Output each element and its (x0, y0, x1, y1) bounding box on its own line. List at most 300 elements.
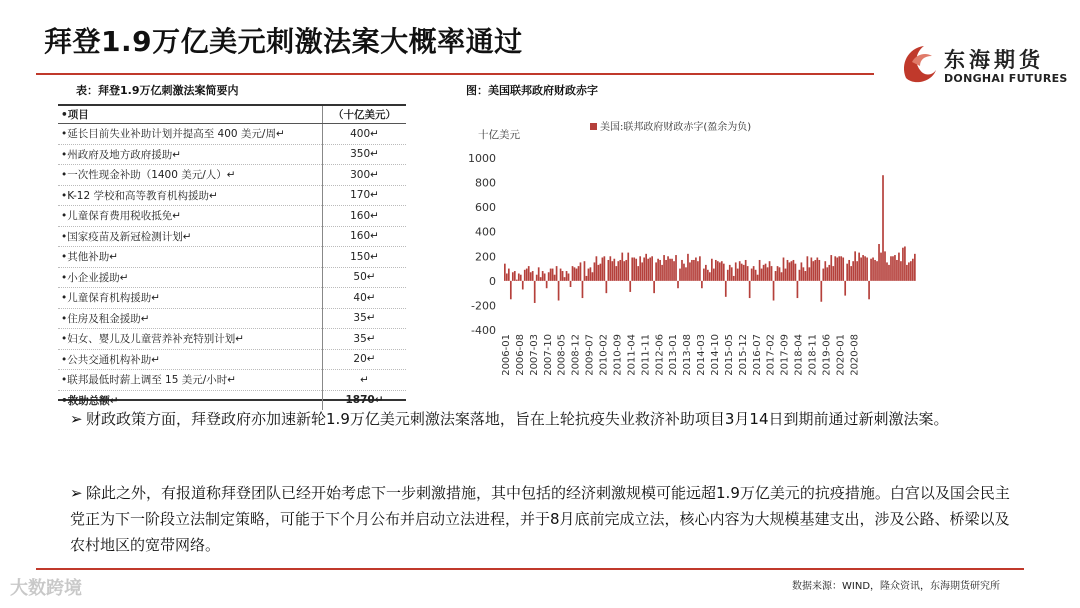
total-amount: 1870↵ (345, 394, 384, 407)
row-amount: 50↵ (323, 267, 407, 288)
x-tick-label: 2014-03 (696, 334, 707, 376)
deficit-bar (600, 264, 602, 281)
deficit-bar (830, 255, 832, 281)
deficit-bar (797, 281, 799, 298)
arrow-bullet-icon: ➢ (70, 410, 83, 428)
deficit-bar (550, 269, 552, 281)
table-header-item: •项目 (58, 106, 323, 124)
deficit-bar (691, 260, 693, 281)
deficit-bar (816, 258, 818, 281)
deficit-bar (743, 265, 745, 281)
bullet-text: 除此之外，有报道称拜登团队已经开始考虑下一步刺激措施，其中包括的经济刺激规模可能远超1.9万亿美元的抗疫措施。白宫以及国会民主党正为下一阶段立法制定策略，可能于下个月公布并启动立法进程，并于8月底前完成立法，核心内容为大规模基建支出，涉及公路、桥梁以及农村地区的宽带网络。 (70, 484, 1010, 554)
deficit-bar (701, 281, 703, 288)
deficit-bar (679, 269, 681, 281)
row-item: •其他补助↵ (58, 247, 323, 268)
deficit-bar (860, 258, 862, 281)
deficit-bar (850, 266, 852, 281)
deficit-bar (645, 254, 647, 281)
row-amount: 300↵ (323, 165, 407, 186)
deficit-bar (685, 267, 687, 281)
deficit-bar (840, 256, 842, 281)
deficit-bar (832, 266, 834, 281)
deficit-bar (896, 260, 898, 281)
deficit-bar (834, 256, 836, 281)
deficit-bar (633, 258, 635, 281)
deficit-bar (765, 264, 767, 281)
x-tick-label: 2011-04 (626, 334, 638, 376)
chart-unit-label: 十亿美元 (478, 129, 520, 141)
deficit-bar (608, 260, 610, 281)
x-tick-label: 2012-06 (654, 334, 666, 376)
deficit-bar (675, 255, 677, 281)
deficit-bar (739, 261, 741, 281)
x-tick-label: 2010-09 (612, 334, 624, 376)
deficit-bar (735, 262, 737, 280)
table-header-row (58, 106, 406, 124)
x-tick-label: 2007-10 (542, 334, 554, 376)
deficit-bar (681, 260, 683, 281)
bullet-fiscal-policy (70, 406, 1020, 432)
y-tick-label: 600 (475, 201, 496, 215)
deficit-bar (542, 271, 544, 281)
x-tick-label: 2008-12 (570, 334, 582, 376)
deficit-bar (878, 244, 880, 281)
x-tick-label: 2008-05 (556, 334, 568, 376)
deficit-bar (504, 264, 506, 281)
deficit-bar (737, 269, 739, 281)
deficit-bar (643, 258, 645, 281)
watermark: 大数跨境 (10, 578, 82, 599)
row-item: •儿童保育机构援助↵ (58, 288, 323, 309)
deficit-bar (775, 271, 777, 281)
deficit-bar (526, 269, 528, 281)
deficit-bar (518, 273, 520, 280)
deficit-bar (858, 253, 860, 281)
deficit-bar (751, 269, 753, 281)
deficit-bar (814, 260, 816, 281)
deficit-bar (657, 259, 659, 281)
row-item: •儿童保育费用税收抵免↵ (58, 206, 323, 227)
deficit-bar (639, 256, 641, 281)
deficit-bar (506, 273, 508, 280)
y-tick-label: 1000 (468, 152, 496, 165)
row-item: •国家疫苗及新冠检测计划↵ (58, 226, 323, 247)
deficit-bar (677, 281, 679, 288)
table-row (58, 308, 406, 329)
deficit-bar (653, 281, 655, 293)
deficit-bar (574, 267, 576, 281)
x-tick-label: 2006-08 (514, 334, 526, 376)
deficit-bar (568, 273, 570, 280)
deficit-bar (584, 261, 586, 281)
table-row (58, 349, 406, 370)
row-amount: 170↵ (323, 185, 407, 206)
deficit-bar (846, 264, 848, 281)
deficit-bar (886, 262, 888, 280)
deficit-bar (611, 261, 613, 281)
row-amount: 40↵ (323, 288, 407, 309)
deficit-bar (693, 260, 695, 281)
deficit-bar (524, 270, 526, 281)
deficit-bar (606, 281, 608, 293)
deficit-bar (673, 261, 675, 281)
deficit-bar (532, 271, 534, 281)
deficit-bar (785, 269, 787, 281)
deficit-bar (870, 259, 872, 281)
y-tick-label: -200 (471, 299, 496, 313)
deficit-bar (707, 270, 709, 281)
deficit-bar (516, 280, 518, 281)
deficit-bar (872, 258, 874, 281)
deficit-bar (731, 267, 733, 281)
deficit-bar-chart (456, 104, 926, 400)
deficit-bar (721, 261, 723, 281)
deficit-bar (717, 261, 719, 281)
deficit-bar (613, 259, 615, 281)
deficit-bar (669, 259, 671, 281)
deficit-bar (866, 258, 868, 281)
deficit-bar (747, 266, 749, 281)
deficit-bar (538, 267, 540, 281)
deficit-bar (528, 266, 530, 281)
row-amount: 400↵ (323, 124, 407, 145)
logo-text-cn: 东海期货 (944, 48, 1044, 72)
deficit-bar (749, 281, 751, 298)
deficit-bar (767, 267, 769, 281)
table-row (58, 329, 406, 350)
legend-swatch (590, 123, 597, 130)
x-tick-label: 2020-01 (835, 334, 847, 376)
chart-legend: 美国:联邦政府财政赤字(盈余为负) (600, 122, 752, 133)
deficit-bar (556, 266, 558, 281)
deficit-bar (659, 260, 661, 281)
deficit-bar (836, 258, 838, 281)
deficit-bar (824, 261, 826, 281)
deficit-bar (582, 281, 584, 298)
deficit-bar (703, 269, 705, 281)
deficit-bar (570, 281, 572, 287)
page-title: 拜登1.9万亿美元刺激法案大概率通过 (44, 25, 523, 58)
deficit-bar (874, 260, 876, 281)
deficit-bar (667, 256, 669, 281)
deficit-bar (793, 260, 795, 281)
deficit-bar (763, 265, 765, 281)
deficit-bar (826, 267, 828, 281)
deficit-bar (805, 271, 807, 281)
title-divider (36, 73, 874, 75)
row-item: •妇女、婴儿及儿童营养补充特别计划↵ (58, 329, 323, 350)
deficit-bar (617, 261, 619, 281)
deficit-bar (540, 277, 542, 281)
x-tick-label: 2013-08 (682, 334, 694, 376)
stimulus-table (58, 104, 406, 407)
deficit-bar (625, 260, 627, 281)
deficit-bar (803, 267, 805, 281)
deficit-bar (912, 259, 914, 281)
table-row (58, 267, 406, 288)
y-tick-label: -400 (471, 324, 496, 337)
deficit-bar (777, 266, 779, 281)
deficit-bar (554, 275, 556, 281)
y-tick-label: 800 (475, 176, 496, 190)
deficit-bar (868, 281, 870, 299)
deficit-bar (578, 266, 580, 281)
y-tick-label: 0 (489, 274, 496, 288)
deficit-bar (769, 261, 771, 281)
deficit-bar (596, 256, 598, 281)
deficit-bar (560, 269, 562, 281)
deficit-bar (548, 272, 550, 281)
row-amount: 35↵ (323, 308, 407, 329)
x-tick-label: 2006-01 (501, 334, 512, 376)
deficit-bar (811, 258, 813, 281)
deficit-bar (876, 261, 878, 281)
deficit-bar (820, 281, 822, 302)
deficit-bar (725, 281, 727, 297)
row-amount: 150↵ (323, 247, 407, 268)
deficit-bar (771, 266, 773, 281)
bullet-next-stimulus (70, 480, 1020, 558)
deficit-bar (598, 265, 600, 281)
deficit-bar (809, 267, 811, 281)
deficit-bar (683, 264, 685, 281)
deficit-bar (566, 271, 568, 281)
x-tick-label: 2017-09 (779, 334, 791, 376)
row-item: •K-12 学校和高等教育机构援助↵ (58, 185, 323, 206)
deficit-bar (733, 276, 735, 281)
deficit-bar (590, 267, 592, 281)
deficit-bar (844, 281, 846, 296)
deficit-bar (520, 275, 522, 281)
deficit-bar (759, 260, 761, 281)
deficit-bar (914, 254, 916, 281)
deficit-bar (781, 272, 783, 281)
deficit-bar (856, 261, 858, 281)
chart-caption: 图：美国联邦政府财政赤字 (466, 84, 598, 97)
deficit-bar (687, 254, 689, 281)
x-tick-label: 2018-11 (807, 334, 819, 376)
x-tick-label: 2020-08 (849, 334, 861, 376)
deficit-bar (822, 269, 824, 281)
deficit-bar (838, 256, 840, 281)
table-caption: 表：拜登1.9万亿刺激法案简要内 (76, 84, 239, 97)
deficit-bar (842, 258, 844, 281)
table-row (58, 288, 406, 309)
deficit-bar (783, 258, 785, 281)
deficit-bar (558, 281, 560, 301)
table-row (58, 165, 406, 186)
deficit-bar (508, 269, 510, 281)
row-amount: 20↵ (323, 349, 407, 370)
deficit-bar (711, 259, 713, 281)
deficit-bar (536, 275, 538, 281)
deficit-bar (695, 258, 697, 281)
deficit-bar (741, 264, 743, 281)
deficit-bar (795, 264, 797, 281)
deficit-bar (697, 261, 699, 281)
deficit-bar (629, 281, 631, 292)
x-tick-label: 2010-02 (598, 334, 610, 376)
deficit-bar (665, 260, 667, 281)
deficit-bar (544, 273, 546, 280)
deficit-bar (510, 281, 512, 299)
row-item: •延长目前失业补助计划并提高至 400 美元/周↵ (58, 124, 323, 145)
deficit-bar (791, 261, 793, 281)
deficit-bar (745, 260, 747, 281)
deficit-bar (900, 261, 902, 281)
table-row (58, 144, 406, 165)
deficit-bar (649, 258, 651, 281)
x-tick-label: 2018-04 (793, 334, 805, 376)
deficit-bar (637, 266, 639, 281)
table-row (58, 247, 406, 268)
deficit-bar (884, 251, 886, 280)
row-amount: 35↵ (323, 329, 407, 350)
row-item: •公共交通机构补助↵ (58, 349, 323, 370)
deficit-bar (552, 269, 554, 281)
row-item: •州政府及地方政府援助↵ (58, 144, 323, 165)
x-tick-label: 2011-11 (640, 334, 652, 376)
deficit-bar (651, 256, 653, 281)
deficit-bar (705, 265, 707, 281)
row-amount: 160↵ (323, 226, 407, 247)
deficit-bar (671, 259, 673, 281)
table-row (58, 206, 406, 227)
deficit-bar (594, 262, 596, 280)
deficit-bar (757, 275, 759, 281)
deficit-bar (807, 256, 809, 281)
deficit-bar (588, 269, 590, 281)
deficit-bar (530, 272, 532, 281)
arrow-bullet-icon: ➢ (70, 484, 83, 502)
deficit-bar (906, 265, 908, 281)
deficit-bar (661, 265, 663, 281)
deficit-bar (689, 262, 691, 280)
x-tick-label: 2016-07 (751, 334, 763, 376)
row-item: •小企业援助↵ (58, 267, 323, 288)
y-tick-label: 200 (475, 250, 496, 264)
bullet-text: 财政政策方面，拜登政府亦加速新轮1.9万亿美元刺激法案落地，旨在上轮抗疫失业救济补助项目3月14日到期前通过新刺激法案。 (86, 410, 949, 428)
x-tick-label: 2017-02 (765, 334, 777, 376)
deficit-bar (854, 251, 856, 280)
deficit-bar (572, 266, 574, 281)
deficit-bar (623, 261, 625, 281)
deficit-bar (576, 269, 578, 281)
deficit-bar (852, 261, 854, 281)
row-item: •住房及租金援助↵ (58, 308, 323, 329)
deficit-bar (562, 271, 564, 281)
x-tick-label: 2015-12 (737, 334, 749, 376)
deficit-bar (709, 272, 711, 281)
deficit-bar (888, 265, 890, 281)
deficit-bar (910, 261, 912, 281)
deficit-bar (635, 259, 637, 281)
deficit-bar (592, 272, 594, 281)
deficit-bar (655, 262, 657, 280)
deficit-bar (787, 260, 789, 281)
deficit-bar (813, 261, 815, 281)
deficit-bar (586, 276, 588, 281)
table-header-amount: （十亿美元） (323, 106, 407, 124)
y-tick-label: 400 (475, 225, 496, 239)
deficit-bar (641, 262, 643, 280)
table-row (58, 226, 406, 247)
table-row (58, 124, 406, 145)
deficit-bar (789, 262, 791, 280)
deficit-bar (892, 256, 894, 281)
deficit-bar (894, 255, 896, 281)
deficit-bar (647, 259, 649, 281)
x-tick-label: 2014-10 (710, 334, 721, 376)
deficit-bar (864, 256, 866, 281)
deficit-bar (801, 262, 803, 280)
deficit-bar (512, 272, 514, 281)
deficit-bar (773, 281, 775, 301)
deficit-bar (534, 281, 536, 303)
deficit-bar (514, 271, 516, 281)
deficit-bar (818, 260, 820, 281)
x-tick-label: 2007-03 (528, 334, 540, 376)
deficit-bar (631, 258, 633, 281)
deficit-bar (522, 281, 524, 290)
deficit-bar (904, 246, 906, 280)
deficit-bar (615, 266, 617, 281)
deficit-bar (604, 256, 606, 281)
row-amount: ↵ (323, 370, 407, 391)
deficit-bar (779, 267, 781, 281)
deficit-bar (713, 269, 715, 281)
deficit-bar (546, 281, 548, 288)
deficit-bar (729, 265, 731, 281)
logo-text-en: DONGHAI FUTURES (944, 72, 1068, 85)
x-tick-label: 2019-06 (821, 334, 833, 376)
deficit-bar (862, 255, 864, 281)
data-source: 数据来源：WIND，隆众资讯，东海期货研究所 (792, 581, 1001, 592)
deficit-bar (828, 265, 830, 281)
row-amount: 350↵ (323, 144, 407, 165)
deficit-bar (609, 256, 611, 281)
deficit-bar (627, 253, 629, 281)
deficit-bar (755, 270, 757, 281)
deficit-bar (715, 260, 717, 281)
table-row (58, 370, 406, 391)
deficit-bar (753, 266, 755, 281)
row-item: •一次性现金补助（1400 美元/人）↵ (58, 165, 323, 186)
deficit-bar (621, 253, 623, 281)
deficit-bar (799, 270, 801, 281)
deficit-bar (898, 253, 900, 281)
deficit-bar (723, 264, 725, 281)
x-tick-label: 2015-05 (723, 334, 735, 376)
row-amount: 160↵ (323, 206, 407, 227)
deficit-bar (699, 256, 701, 281)
row-item: •联邦最低时薪上调至 15 美元/小时↵ (58, 370, 323, 391)
deficit-bar (882, 175, 884, 281)
deficit-bar (890, 256, 892, 281)
deficit-bar (564, 277, 566, 281)
deficit-bar (902, 248, 904, 281)
deficit-bar (880, 253, 882, 281)
x-tick-label: 2013-01 (668, 334, 680, 376)
x-tick-label: 2009-07 (584, 334, 596, 376)
footer-divider (36, 568, 1024, 570)
deficit-bar (580, 262, 582, 280)
deficit-bar (727, 270, 729, 281)
deficit-bar (719, 262, 721, 280)
deficit-bar (761, 269, 763, 281)
deficit-bar (619, 260, 621, 281)
deficit-bar (663, 255, 665, 281)
